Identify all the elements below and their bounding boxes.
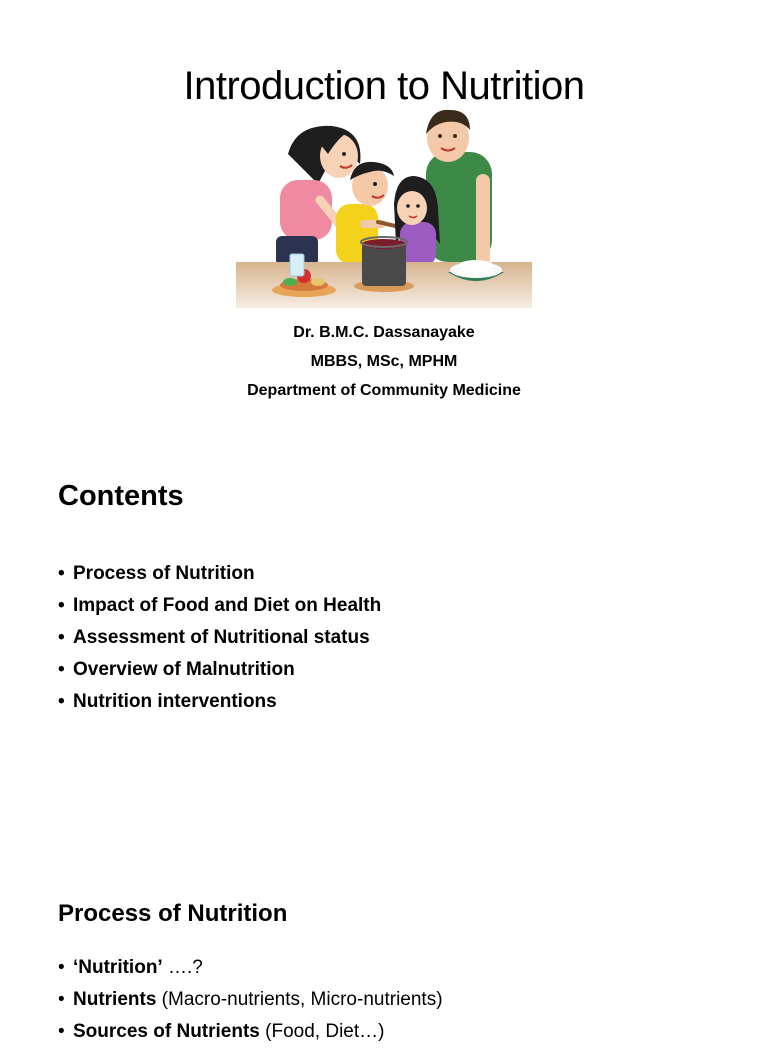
list-item: • Overview of Malnutrition xyxy=(58,654,381,686)
contents-title: Contents xyxy=(58,480,184,512)
title-slide xyxy=(0,0,768,432)
list-item: • Process of Nutrition xyxy=(58,558,381,590)
term-detail: (Food, Diet…) xyxy=(259,1021,385,1042)
author-name: Dr. B.M.C. Dassanayake xyxy=(293,324,475,341)
process-list xyxy=(58,952,443,1048)
contents-slide xyxy=(0,432,768,864)
family-cooking-illustration xyxy=(236,104,532,308)
process-slide xyxy=(0,864,768,1042)
term: Nutrients xyxy=(73,989,157,1010)
list-item: • Nutrition interventions xyxy=(58,686,381,718)
list-item: • Impact of Food and Diet on Health xyxy=(58,590,381,622)
term: Sources of Nutrients xyxy=(73,1021,260,1042)
term: ‘Nutrition’ xyxy=(73,957,163,978)
list-item xyxy=(58,984,443,1016)
cooking-pot xyxy=(354,237,414,292)
contents-list xyxy=(58,558,381,718)
water-glass xyxy=(290,254,304,276)
list-item xyxy=(58,1016,443,1048)
author-department: Department of Community Medicine xyxy=(247,382,521,399)
term-detail: ….? xyxy=(162,957,203,978)
presentation-title: Introduction to Nutrition xyxy=(183,64,585,108)
author-info xyxy=(0,318,768,405)
list-item: • Assessment of Nutritional status xyxy=(58,622,381,654)
term-detail: (Macro-nutrients, Micro-nutrients) xyxy=(156,989,443,1010)
list-item xyxy=(58,952,443,984)
author-degrees: MBBS, MSc, MPHM xyxy=(310,353,458,370)
process-title: Process of Nutrition xyxy=(58,900,288,927)
